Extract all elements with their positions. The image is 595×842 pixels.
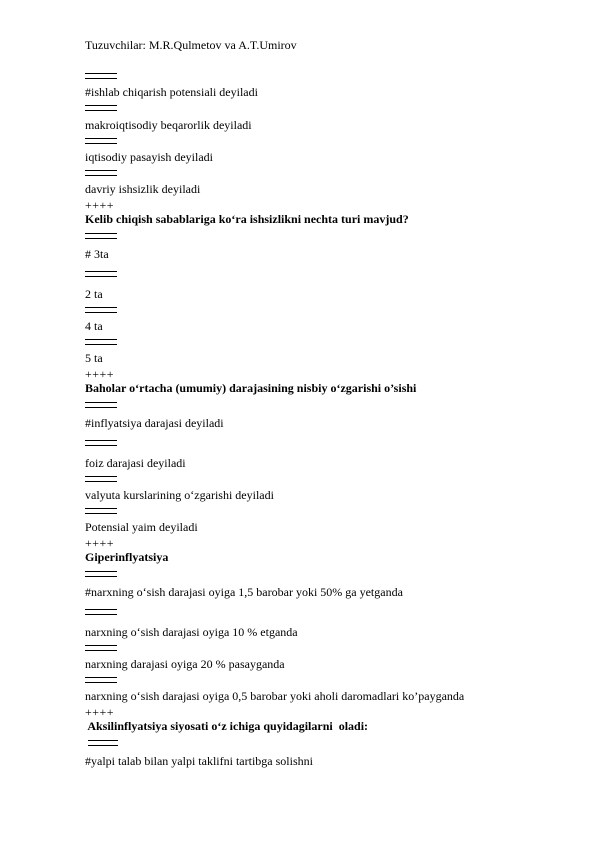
separator	[85, 339, 117, 345]
separator	[85, 645, 117, 651]
answer-option: iqtisodiy pasayish deyiladi	[85, 150, 213, 164]
question-delimiter: ++++	[85, 536, 115, 550]
answer-option-correct: #ishlab chiqarish potensiali deyiladi	[85, 85, 258, 99]
separator	[85, 402, 117, 408]
separator	[85, 105, 117, 111]
question-text: Aksilinflyatsiya siyosati o‘z ichiga quyidagilarni oladi:	[85, 719, 369, 733]
answer-option: Potensial yaim deyiladi	[85, 520, 198, 534]
question-delimiter: ++++	[85, 198, 115, 212]
separator	[85, 677, 117, 683]
question-delimiter: ++++	[85, 705, 115, 719]
answer-option: makroiqtisodiy beqarorlik deyiladi	[85, 118, 252, 132]
answer-option-correct: #inflyatsiya darajasi deyiladi	[85, 416, 224, 430]
document-header: Tuzuvchilar: M.R.Qulmetov va A.T.Umirov	[85, 38, 297, 52]
answer-option-correct: #yalpi talab bilan yalpi taklifni tartibga solishni	[85, 754, 313, 768]
separator	[85, 170, 117, 176]
question-text: Giperinflyatsiya	[85, 550, 169, 564]
question-text: Baholar o‘rtacha (umumiy) darajasining nisbiy o‘zgarishi o’sishi	[85, 381, 417, 395]
answer-option: 4 ta	[85, 319, 103, 333]
separator	[85, 476, 117, 482]
answer-option: 2 ta	[85, 287, 103, 301]
separator	[85, 609, 117, 615]
separator	[85, 440, 117, 446]
answer-option: narxning o‘sish darajasi oyiga 0,5 barobar yoki aholi daromadlari ko’payganda	[85, 689, 465, 703]
answer-option: valyuta kurslarining o‘zgarishi deyiladi	[85, 488, 274, 502]
separator	[85, 233, 117, 239]
answer-option-correct: #narxning o‘sish darajasi oyiga 1,5 barobar yoki 50% ga yetganda	[85, 585, 403, 599]
separator	[85, 138, 117, 144]
separator	[88, 740, 118, 746]
separator	[85, 307, 117, 313]
answer-option: narxning o‘sish darajasi oyiga 10 % etganda	[85, 625, 298, 639]
question-delimiter: ++++	[85, 367, 115, 381]
answer-option: foiz darajasi deyiladi	[85, 456, 186, 470]
separator	[85, 271, 117, 277]
separator	[85, 571, 117, 577]
answer-option: davriy ishsizlik deyiladi	[85, 182, 201, 196]
separator	[85, 508, 117, 514]
question-text: Kelib chiqish sabablariga ko‘ra ishsizlikni nechta turi mavjud?	[85, 212, 409, 226]
answer-option-correct: # 3ta	[85, 247, 109, 261]
separator	[85, 73, 117, 79]
answer-option: 5 ta	[85, 351, 103, 365]
answer-option: narxning darajasi oyiga 20 % pasayganda	[85, 657, 285, 671]
